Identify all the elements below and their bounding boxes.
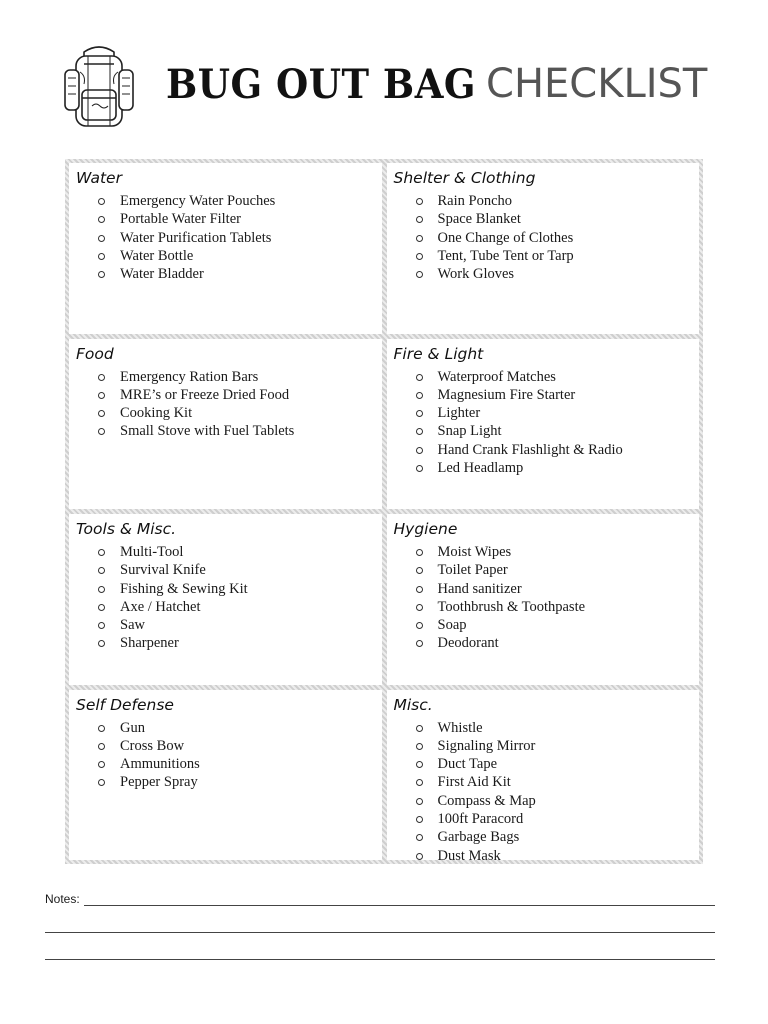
- checklist-item[interactable]: [394, 598, 694, 616]
- checklist-item[interactable]: [394, 210, 694, 228]
- checklist-item[interactable]: [394, 192, 694, 210]
- checklist-item-label: Deodorant: [437, 635, 499, 652]
- checklist-item-label: Survival Knife: [120, 562, 206, 579]
- item-list: [76, 192, 376, 283]
- checklist-item[interactable]: [76, 422, 376, 440]
- checklist-item-label: Moist Wipes: [437, 544, 512, 560]
- checklist-item-label: Saw: [120, 617, 145, 634]
- checklist-item[interactable]: [394, 386, 694, 404]
- checklist-section: [387, 339, 700, 510]
- checklist-item[interactable]: [394, 755, 694, 773]
- item-list: [76, 368, 376, 441]
- checklist-item-label: Toothbrush & Toothpaste: [437, 598, 586, 615]
- hollow-circle-bullet-icon: [416, 392, 423, 399]
- page-header: [0, 0, 768, 150]
- checklist-item[interactable]: [394, 404, 694, 422]
- section-heading: Shelter & Clothing: [393, 169, 536, 187]
- checklist-item[interactable]: [394, 828, 694, 846]
- checklist-item-label: Soap: [437, 617, 467, 634]
- checklist-item[interactable]: [394, 543, 694, 561]
- checklist-item[interactable]: [76, 755, 376, 773]
- hollow-circle-bullet-icon: [98, 567, 105, 574]
- checklist-item[interactable]: [76, 598, 376, 616]
- hollow-circle-bullet-icon: [98, 725, 105, 732]
- checklist-item-label: Sharpener: [120, 635, 179, 652]
- checklist-item-label: Whistle: [437, 719, 483, 736]
- hollow-circle-bullet-icon: [416, 410, 423, 417]
- checklist-section: [387, 690, 700, 861]
- checklist-item[interactable]: [76, 210, 376, 228]
- checklist-item[interactable]: [394, 616, 694, 634]
- hollow-circle-bullet-icon: [416, 549, 423, 556]
- checklist-item-label: Signaling Mirror: [437, 737, 536, 754]
- hollow-circle-bullet-icon: [98, 253, 105, 260]
- checklist-item[interactable]: [76, 265, 376, 283]
- checklist-item[interactable]: [76, 634, 376, 652]
- title-bold-text: BUG OUT BAG: [166, 60, 477, 108]
- checklist-item[interactable]: [76, 719, 376, 737]
- checklist-item[interactable]: [76, 773, 376, 791]
- checklist-item[interactable]: [394, 459, 694, 477]
- checklist-section: [387, 514, 700, 685]
- hollow-circle-bullet-icon: [416, 798, 423, 805]
- section-heading: Food: [76, 344, 114, 363]
- hollow-circle-bullet-icon: [98, 604, 105, 611]
- checklist-item[interactable]: [76, 229, 376, 247]
- hollow-circle-bullet-icon: [416, 271, 423, 278]
- checklist-item[interactable]: [394, 265, 694, 283]
- hollow-circle-bullet-icon: [416, 834, 423, 841]
- hollow-circle-bullet-icon: [416, 567, 423, 574]
- checklist-item-label: Gun: [120, 719, 145, 736]
- hollow-circle-bullet-icon: [416, 622, 423, 629]
- checklist-section: [69, 163, 382, 334]
- notes-line-2[interactable]: [45, 931, 715, 933]
- checklist-item[interactable]: [394, 810, 694, 828]
- hollow-circle-bullet-icon: [98, 235, 105, 242]
- checklist-item[interactable]: [394, 368, 694, 386]
- checklist-item[interactable]: [76, 386, 376, 404]
- hollow-circle-bullet-icon: [98, 640, 105, 647]
- checklist-item[interactable]: [394, 229, 694, 247]
- section-heading: Tools & Misc.: [76, 520, 177, 538]
- page-title: [166, 60, 708, 108]
- section-heading: Hygiene: [393, 520, 458, 538]
- checklist-item-label: Duct Tape: [437, 756, 498, 773]
- checklist-item-label: Multi-Tool: [120, 544, 184, 560]
- checklist-item[interactable]: [76, 580, 376, 598]
- hollow-circle-bullet-icon: [98, 428, 105, 435]
- hollow-circle-bullet-icon: [416, 604, 423, 611]
- hollow-circle-bullet-icon: [98, 622, 105, 629]
- checklist-item-label: Water Bladder: [120, 266, 204, 283]
- section-heading: Misc.: [393, 695, 433, 714]
- checklist-item[interactable]: [394, 719, 694, 737]
- checklist-item-label: Pepper Spray: [120, 774, 198, 791]
- item-list: [394, 543, 694, 653]
- hollow-circle-bullet-icon: [98, 216, 105, 223]
- checklist-item-label: Toilet Paper: [437, 562, 508, 579]
- checklist-item[interactable]: [394, 247, 694, 265]
- notes-label: Notes:: [45, 892, 80, 906]
- checklist-item[interactable]: [394, 580, 694, 598]
- checklist-item[interactable]: [76, 616, 376, 634]
- hollow-circle-bullet-icon: [416, 216, 423, 223]
- notes-line-1[interactable]: [84, 893, 715, 906]
- checklist-item[interactable]: [76, 368, 376, 386]
- checklist-item[interactable]: [394, 634, 694, 652]
- checklist-item-label: Led Headlamp: [437, 459, 524, 476]
- checklist-item[interactable]: [394, 441, 694, 459]
- checklist-item-label: Portable Water Filter: [120, 211, 241, 228]
- hollow-circle-bullet-icon: [416, 586, 423, 593]
- checklist-item-label: Water Bottle: [120, 247, 194, 264]
- checklist-item-label: Magnesium Fire Starter: [437, 386, 576, 403]
- checklist-item-label: Small Stove with Fuel Tablets: [120, 423, 295, 440]
- item-list: [76, 543, 376, 653]
- checklist-item-label: Compass & Map: [437, 792, 536, 809]
- hollow-circle-bullet-icon: [416, 374, 423, 381]
- notes-area: [45, 888, 715, 960]
- hollow-circle-bullet-icon: [416, 253, 423, 260]
- checklist-section: [69, 339, 382, 510]
- hollow-circle-bullet-icon: [416, 743, 423, 750]
- checklist-item-label: First Aid Kit: [437, 774, 511, 791]
- item-list: [394, 368, 694, 478]
- checklist-item[interactable]: [394, 847, 694, 860]
- hollow-circle-bullet-icon: [416, 465, 423, 472]
- hollow-circle-bullet-icon: [416, 640, 423, 647]
- checklist-item[interactable]: [394, 792, 694, 810]
- section-heading: Fire & Light: [393, 344, 484, 363]
- checklist-item[interactable]: [394, 561, 694, 579]
- hollow-circle-bullet-icon: [98, 779, 105, 786]
- hollow-circle-bullet-icon: [416, 725, 423, 732]
- checklist-item[interactable]: [76, 404, 376, 422]
- checklist-item-label: Emergency Water Pouches: [120, 193, 276, 209]
- checklist-item-label: Rain Poncho: [437, 193, 513, 209]
- title-light-text: CHECKLIST: [486, 61, 708, 107]
- hollow-circle-bullet-icon: [98, 271, 105, 278]
- checklist-item[interactable]: [394, 773, 694, 791]
- hollow-circle-bullet-icon: [98, 410, 105, 417]
- checklist-item-label: Snap Light: [437, 423, 502, 440]
- notes-line-3[interactable]: [45, 958, 715, 960]
- checklist-item[interactable]: [394, 737, 694, 755]
- hollow-circle-bullet-icon: [416, 198, 423, 205]
- checklist-section: [69, 514, 382, 685]
- checklist-item[interactable]: [76, 192, 376, 210]
- checklist-item-label: Hand Crank Flashlight & Radio: [437, 441, 623, 458]
- checklist-grid: [65, 159, 703, 864]
- checklist-section: [69, 690, 382, 861]
- checklist-item-label: Waterproof Matches: [437, 368, 556, 385]
- checklist-item-label: Lighter: [437, 405, 481, 422]
- checklist-item-label: Ammunitions: [120, 756, 200, 773]
- checklist-item-label: Axe / Hatchet: [120, 598, 201, 615]
- checklist-item-label: Dust Mask: [437, 847, 501, 860]
- item-list: [394, 192, 694, 283]
- hollow-circle-bullet-icon: [98, 586, 105, 593]
- checklist-item[interactable]: [76, 737, 376, 755]
- hollow-circle-bullet-icon: [98, 392, 105, 399]
- checklist-item[interactable]: [394, 422, 694, 440]
- checklist-item-label: Cooking Kit: [120, 405, 193, 422]
- section-heading: Water: [76, 169, 122, 187]
- hollow-circle-bullet-icon: [416, 428, 423, 435]
- hollow-circle-bullet-icon: [416, 761, 423, 768]
- checklist-item-label: Work Gloves: [437, 266, 515, 283]
- checklist-item[interactable]: [76, 247, 376, 265]
- checklist-item-label: Water Purification Tablets: [120, 229, 272, 246]
- checklist-item-label: Space Blanket: [437, 211, 521, 228]
- hollow-circle-bullet-icon: [416, 816, 423, 823]
- hollow-circle-bullet-icon: [98, 374, 105, 381]
- item-list: [394, 719, 694, 861]
- hollow-circle-bullet-icon: [416, 235, 423, 242]
- checklist-item-label: One Change of Clothes: [437, 229, 574, 246]
- hollow-circle-bullet-icon: [98, 549, 105, 556]
- hollow-circle-bullet-icon: [98, 743, 105, 750]
- section-heading: Self Defense: [76, 695, 174, 714]
- checklist-item-label: Fishing & Sewing Kit: [120, 580, 248, 597]
- hollow-circle-bullet-icon: [416, 447, 423, 454]
- checklist-item[interactable]: [76, 561, 376, 579]
- checklist-item-label: Tent, Tube Tent or Tarp: [437, 247, 574, 264]
- item-list: [76, 719, 376, 792]
- checklist-item-label: MRE’s or Freeze Dried Food: [120, 386, 290, 403]
- checklist-item-label: Garbage Bags: [437, 829, 520, 846]
- hollow-circle-bullet-icon: [98, 761, 105, 768]
- checklist-item-label: Hand sanitizer: [437, 580, 522, 597]
- checklist-item-label: Cross Bow: [120, 737, 185, 754]
- hollow-circle-bullet-icon: [98, 198, 105, 205]
- checklist-item-label: 100ft Paracord: [437, 810, 524, 827]
- hollow-circle-bullet-icon: [416, 853, 423, 860]
- checklist-item-label: Emergency Ration Bars: [120, 368, 259, 385]
- hollow-circle-bullet-icon: [416, 779, 423, 786]
- checklist-item[interactable]: [76, 543, 376, 561]
- backpack-icon: [62, 42, 136, 132]
- checklist-section: [387, 163, 700, 334]
